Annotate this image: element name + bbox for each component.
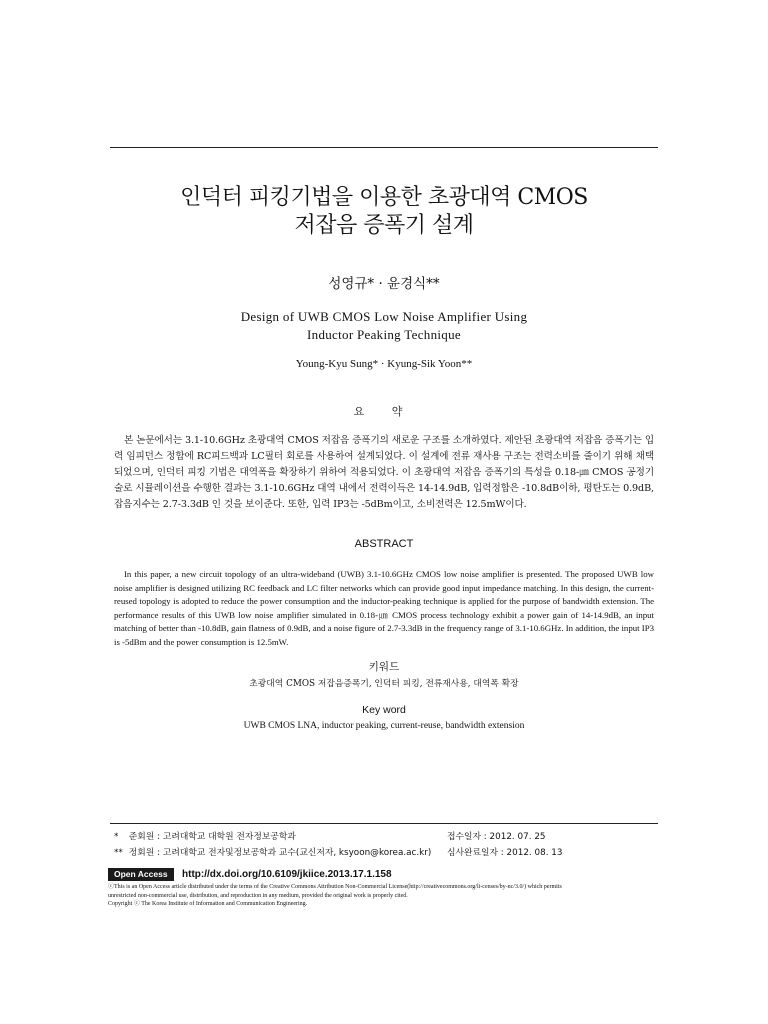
title-en-line: Design of UWB CMOS Low Noise Amplifier Using xyxy=(240,309,528,324)
title-en-line: Inductor Peaking Technique xyxy=(307,327,461,342)
abstract-english-body: In this paper, a new circuit topology of an ultra-wideband (UWB) 3.1-10.6GHz CMOS low noise amplifier is presented. The proposed UWB low noise amplifier is designed utilizing RC feedback and LC filter networks which can provide good input impedance matching. In this design, the current-reused topology is adopted to reduce the power consumption and the inductor-peaking technique is applied for the purpose of bandwidth extension. The performance results of this UWB low noise amplifier simulated in 0.18-㎛ CMOS process technology exhibit a power gain of 14-14.9dB, an input matching of better than -10.8dB, gain flatness of 0.9dB, and a noise figure of 2.7-3.3dB in the frequency range of 3.1-10.6GHz. In addition, the input IP3 is -5dBm and the power consumption is 12.5mW. xyxy=(114,569,654,647)
keywords-korean: 초광대역 CMOS 저잡음증폭기, 인덕터 피킹, 전류재사용, 대역폭 확장 xyxy=(249,679,519,689)
open-access-line xyxy=(108,866,392,880)
doi-link[interactable]: http://dx.doi.org/10.6109/jkiice.2013.17.1.158 xyxy=(182,869,392,881)
review-completed-date: 심사완료일자 : 2012. 08. 13 xyxy=(447,848,563,858)
license-line: unrestricted non-commercial use, distribution, and reproduction in any medium, provided the original work is properly cited. xyxy=(108,892,408,899)
title-ko-line: 인덕터 피킹기법을 이용한 초광대역 CMOS xyxy=(180,185,588,210)
title-ko-line: 저잡음 증폭기 설계 xyxy=(294,213,474,238)
affiliation-line xyxy=(114,845,659,858)
abstract-korean-heading: 요 약 xyxy=(353,405,415,418)
affiliation-mark: * xyxy=(114,832,119,842)
authors-korean: 성영규* · 윤경식** xyxy=(328,276,440,292)
copyright-line: Copyright ⓒ The Korea Institute of Information and Communication Engineering. xyxy=(108,901,308,908)
header-rule xyxy=(110,147,658,148)
keywords-english-heading: Key word xyxy=(362,704,406,716)
affiliation-mark: ** xyxy=(114,848,123,858)
paper-title-korean xyxy=(60,184,708,240)
paper-title-english xyxy=(60,308,708,344)
authors-english: Young-Kyu Sung* · Kyung-Sik Yoon** xyxy=(295,358,473,370)
affiliation-text: 정회원 : 고려대학교 전자및정보공학과 교수(교신저자, ksyoon@korea.ac.kr) xyxy=(128,848,432,858)
received-date: 접수일자 : 2012. 07. 25 xyxy=(447,832,546,842)
license-line: ⓒThis is an Open Access article distributed under the terms of the Creative Commons Attribution Non-Commercial License(http://creativecommons.org/li-censes/by-nc/3.0/) which permits xyxy=(108,884,562,890)
affiliation-text: 준회원 : 고려대학교 대학원 전자정보공학과 xyxy=(128,832,296,842)
keywords-korean-heading: 키워드 xyxy=(368,661,400,673)
abstract-korean-body: 본 논문에서는 3.1-10.6GHz 초광대역 CMOS 저잡음 증폭기의 새로운 구조를 소개하였다. 제안된 초광대역 저잡음 증폭기는 입력 임피던스 정합에 RC피드백과 LC필터 회로를 사용하여 설계되었다. 이 설계에 전류 재사용 구조는 전력소비를 줄이기 위해 채택되었으며, 인덕터 피킹 기법은 대역폭을 확장하기 위하여 적용되었다. 이 초광대역 저잡음 증폭기의 특성을 0.18-㎛ CMOS 공정기술로 시뮬레이션을 수행한 결과는 3.1-10.6GHz 대역 내에서 전력이득은 14-14.9dB, 입력정합은 -10.8dB이하, 평탄도는 0.9dB, 잡음지수는 2.7-3.3dB 인 것을 보이준다. 또한, 입력 IP3는 -5dBm이고, 소비전력은 12.5mW이다. xyxy=(114,435,654,511)
affiliation-line xyxy=(114,829,659,842)
license-notice xyxy=(108,883,660,909)
footer-rule xyxy=(110,823,658,824)
abstract-english-heading: ABSTRACT xyxy=(354,538,414,550)
open-access-badge: Open Access xyxy=(108,868,174,881)
keywords-english: UWB CMOS LNA, inductor peaking, current-reuse, bandwidth extension xyxy=(243,721,525,731)
